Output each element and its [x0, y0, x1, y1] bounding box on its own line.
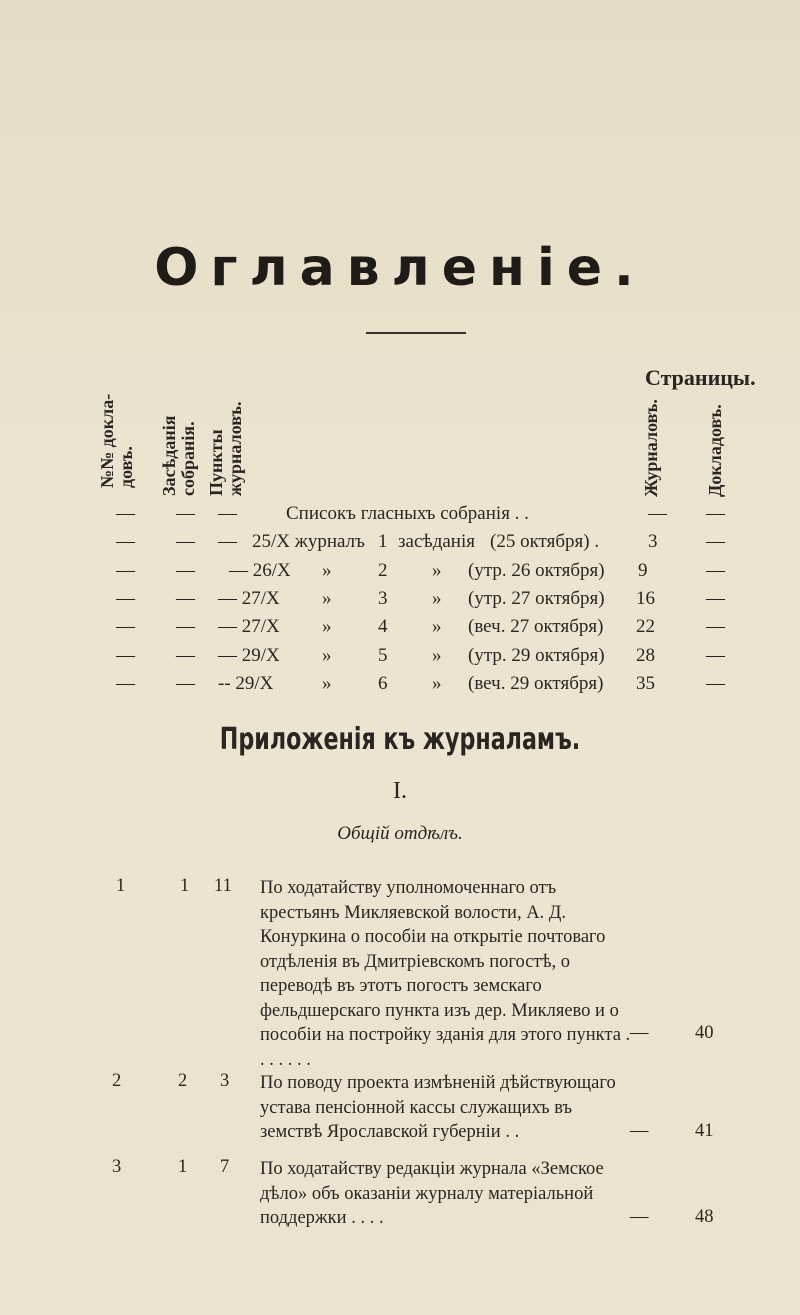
row-description: (утр. 27 октября) [468, 588, 605, 609]
row-col1: — [116, 503, 135, 524]
row-journal: » [322, 673, 332, 694]
column-header-sessions: Засѣданія собранія. [159, 415, 198, 496]
row-col1: — [116, 560, 135, 581]
entry-text: По ходатайству редакціи журнала «Земское дѣло» объ оказаніи журналу матеріальной поддержки . . . . [260, 1159, 604, 1228]
entry-page: 48 [695, 1207, 714, 1227]
entry-report-no: 2 [112, 1071, 122, 1091]
pages-header: Страницы. [645, 365, 756, 390]
row-page-journal: 28 [636, 645, 655, 666]
row-journal: » [322, 588, 332, 609]
row-page-journal: 22 [636, 616, 655, 637]
row-col1: — [116, 645, 135, 666]
row-description: Списокъ гласныхъ собранія . . [286, 503, 529, 524]
row-col3: — [218, 503, 237, 524]
appendix-roman-numeral: I. [393, 778, 407, 804]
row-col3: — 29/X [218, 645, 280, 666]
row-col2: — [176, 616, 195, 637]
row-col2: — [176, 645, 195, 666]
appendix-entry [0, 1157, 800, 1237]
row-page-journal: 16 [636, 588, 655, 609]
entry-item-no: 3 [220, 1071, 230, 1091]
row-description: (веч. 29 октября) [468, 673, 604, 694]
row-journal: » [322, 645, 332, 666]
entry-report-no: 1 [116, 876, 126, 896]
title-divider [366, 332, 466, 334]
appendix-subsection: Общій отдѣлъ. [337, 823, 463, 844]
entry-text: По ходатайству уполномоченнаго отъ крестьянъ Микляевской волости, А. Д. Конуркина о пособіи на открытіе почтоваго отдѣленія въ Дмитріевскомъ погостѣ, о переводѣ въ этотъ погостъ земскаго фельдшерскаго пункта изъ дер. Микляево и о пособіи на постройку зданія для этого пункта . . . . . . . [260, 878, 631, 1070]
row-page-report: — [706, 588, 725, 609]
row-col2: — [176, 673, 195, 694]
row-page-report: — [706, 616, 725, 637]
entry-item-no: 11 [214, 876, 232, 896]
row-description: (25 октября) . [490, 531, 600, 552]
row-mark: » [432, 588, 442, 609]
row-description: (веч. 27 октября) [468, 616, 604, 637]
entry-dash: — [630, 1121, 649, 1141]
row-page-report: — [706, 503, 725, 524]
row-col3: — 26/X [229, 560, 291, 581]
entry-item-no: 7 [220, 1157, 230, 1177]
column-header-reports-no: №№ докла- довъ. [97, 393, 136, 488]
entry-dash: — [630, 1207, 649, 1227]
row-number: 3 [378, 588, 388, 609]
row-col1: — [116, 673, 135, 694]
entry-dash: — [630, 1023, 649, 1043]
row-number: 4 [378, 616, 388, 637]
row-page-report: — [706, 645, 725, 666]
entry-report-no: 3 [112, 1157, 122, 1177]
row-mark: » [432, 616, 442, 637]
row-description: (утр. 29 октября) [468, 645, 605, 666]
row-col3: — [218, 531, 237, 552]
row-number: 6 [378, 673, 388, 694]
row-col2: — [176, 560, 195, 581]
column-header-items: Пункты журналовъ. [206, 401, 245, 496]
row-mark: » [432, 645, 442, 666]
entry-session-no: 1 [180, 876, 190, 896]
entry-page: 41 [695, 1121, 714, 1141]
row-col3: -- 29/X [218, 673, 274, 694]
row-page-report: — [706, 673, 725, 694]
toc-row [0, 673, 800, 707]
row-number: 1 [378, 531, 388, 552]
row-journal: » [322, 560, 332, 581]
appendix-entry [0, 876, 800, 1070]
entry-session-no: 2 [178, 1071, 188, 1091]
row-page-journal: 35 [636, 673, 655, 694]
page-title: Оглавленіе. [154, 238, 646, 298]
column-header-journals: Журналовъ. [641, 399, 661, 497]
column-header-reports: Докладовъ. [705, 404, 725, 497]
row-page-journal: 3 [648, 531, 658, 552]
row-page-report: — [706, 560, 725, 581]
entry-page: 40 [695, 1023, 714, 1043]
row-journal: » [322, 616, 332, 637]
row-page-journal: 9 [638, 560, 648, 581]
row-mark: » [432, 673, 442, 694]
appendix-title: Приложенія къ журналамъ. [219, 722, 581, 757]
row-number: 5 [378, 645, 388, 666]
row-col1: — [116, 588, 135, 609]
entry-session-no: 1 [178, 1157, 188, 1177]
entry-text: По поводу проекта измѣненій дѣйствующаго устава пенсіонной кассы служащихъ въ земствѣ Ярославской губерніи . . [260, 1073, 616, 1142]
row-mark: засѣданія [398, 531, 475, 552]
row-col3: — 27/X [218, 588, 280, 609]
row-col2: — [176, 503, 195, 524]
row-col1: — [116, 531, 135, 552]
row-col2: — [176, 588, 195, 609]
row-journal: 25/X журналъ [252, 531, 365, 552]
row-number: 2 [378, 560, 388, 581]
row-page-report: — [706, 531, 725, 552]
row-col1: — [116, 616, 135, 637]
appendix-entry [0, 1071, 800, 1151]
row-col2: — [176, 531, 195, 552]
row-col3: — 27/X [218, 616, 280, 637]
row-mark: » [432, 560, 442, 581]
row-description: (утр. 26 октября) [468, 560, 605, 581]
row-page-journal: — [648, 503, 667, 524]
